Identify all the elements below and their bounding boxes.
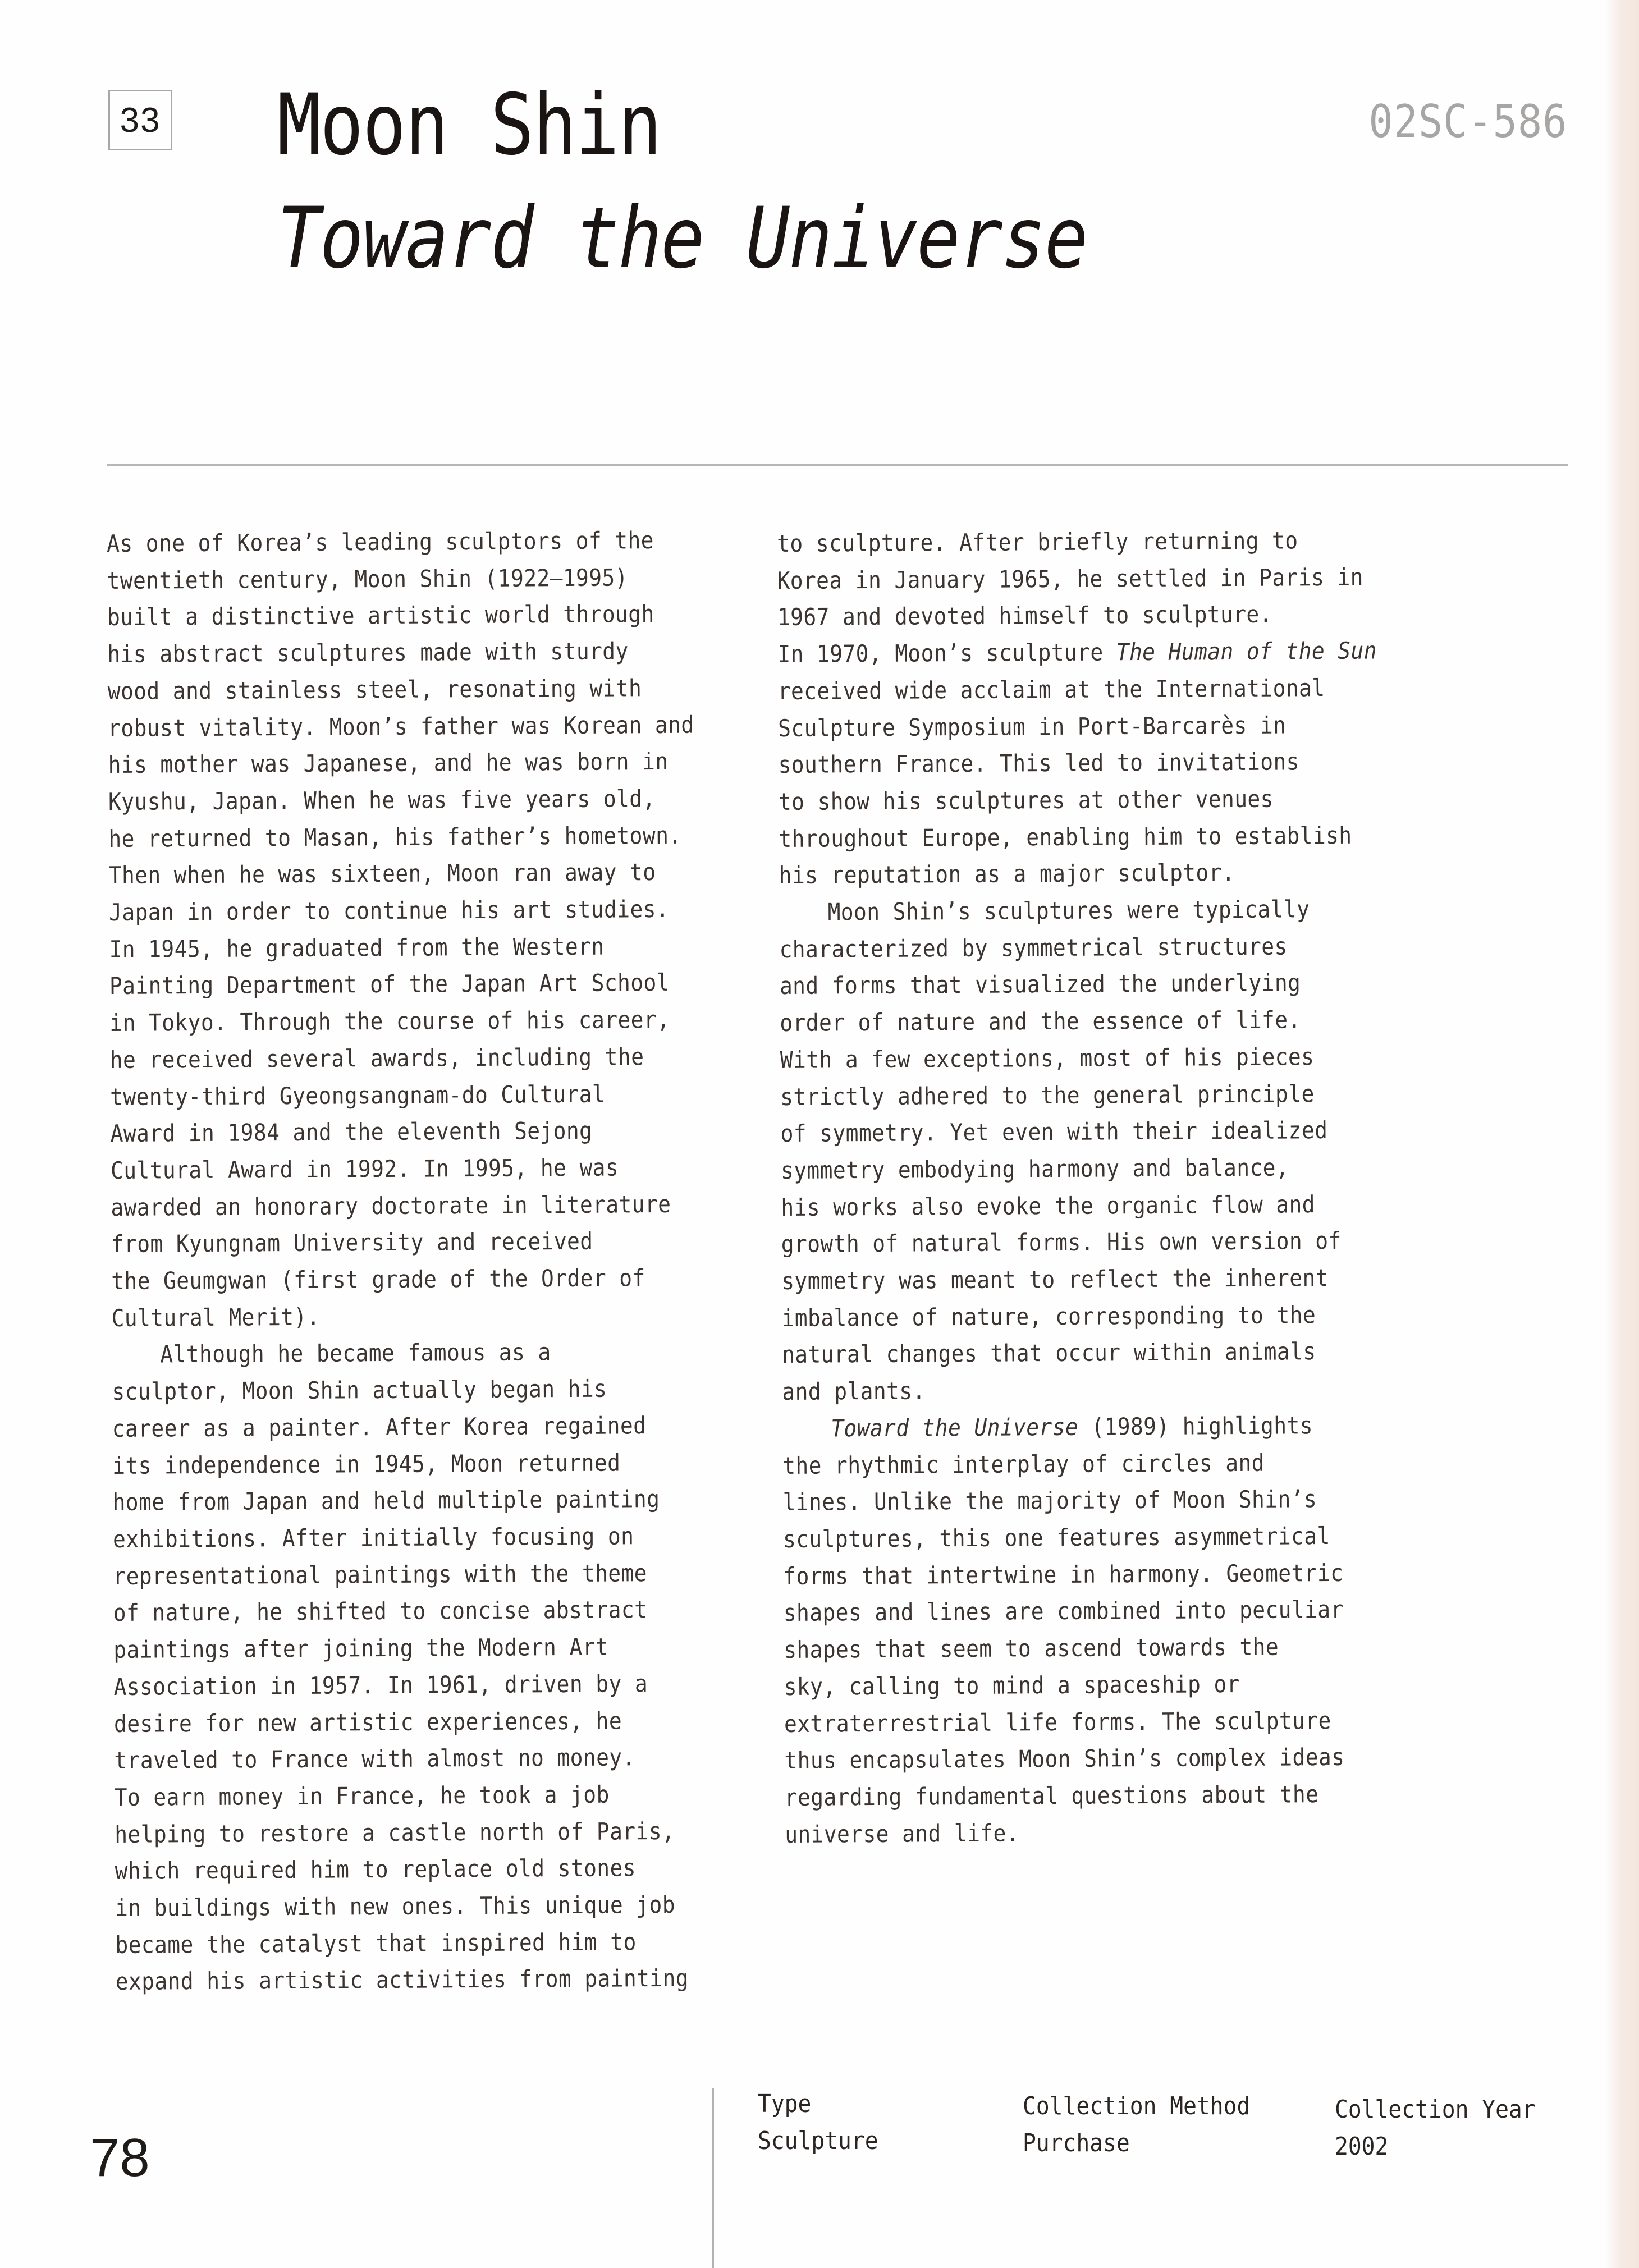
body-column-right xyxy=(777,521,1451,1853)
entry-number-box xyxy=(108,90,172,150)
entry-number: 33 xyxy=(120,100,161,140)
text-line: his abstract sculptures made with sturdy xyxy=(107,637,629,668)
text-line: to show his sculptures at other venues xyxy=(778,785,1274,815)
text-line: Cultural Award in 1992. In 1995, he was xyxy=(110,1153,619,1184)
text-line: he returned to Masan, his father’s hometown. xyxy=(108,821,682,853)
text-line: Japan in order to continue his art studies. xyxy=(109,895,670,927)
text-line: throughout Europe, enabling him to establish xyxy=(779,821,1352,853)
text-line: expand his artistic activities from painting xyxy=(115,1964,689,1996)
text-line: the Geumgwan (first grade of the Order of xyxy=(111,1264,645,1295)
text-segment: In 1970, Moon’s sculpture xyxy=(777,638,1116,668)
text-line: symmetry was meant to reflect the inherent xyxy=(781,1264,1329,1295)
meta-type xyxy=(758,2086,891,2160)
text-line: order of nature and the essence of life. xyxy=(780,1006,1301,1037)
text-line xyxy=(777,633,1377,673)
text-line: traveled to France with almost no money. xyxy=(114,1743,635,1775)
text-line: natural changes that occur within animals xyxy=(781,1337,1316,1369)
text-line: in Tokyo. Through the course of his career, xyxy=(109,1006,670,1037)
text-line: desire for new artistic experiences, he xyxy=(113,1706,622,1738)
text-line: Kyushu, Japan. When he was five years old, xyxy=(108,784,656,815)
text-line: forms that intertwine in harmony. Geometric xyxy=(783,1559,1344,1590)
italic-artwork-title: Toward the Universe xyxy=(831,1413,1079,1442)
meta-collection-year xyxy=(1335,2091,1558,2165)
header-divider xyxy=(107,464,1568,466)
text-line: built a distinctive artistic world through xyxy=(107,600,654,631)
text-line: twenty-third Gyeongsangnam-do Cultural xyxy=(110,1080,606,1111)
text-line: Cultural Merit). xyxy=(111,1303,321,1332)
text-line: shapes that seem to ascend towards the xyxy=(784,1633,1279,1664)
text-line: in buildings with new ones. This unique job xyxy=(115,1890,676,1922)
text-line xyxy=(782,1406,1382,1447)
text-line: he received several awards, including the xyxy=(109,1043,644,1074)
text-line: the rhythmic interplay of circles and xyxy=(782,1449,1265,1479)
meta-collection-year-label: Collection Year xyxy=(1335,2095,1536,2124)
page-number: 78 xyxy=(90,2128,150,2188)
meta-collection-method-label: Collection Method xyxy=(1023,2092,1251,2120)
text-line: Although he became famous as a xyxy=(160,1338,551,1368)
text-line: his mother was Japanese, and he was born in xyxy=(108,748,669,779)
meta-collection-method-value: Purchase xyxy=(1023,2129,1130,2157)
text-line: sculptor, Moon Shin actually began his xyxy=(112,1374,607,1406)
text-line: paintings after joining the Modern Art xyxy=(113,1633,609,1664)
text-line: extraterrestrial life forms. The sculpture xyxy=(784,1706,1331,1738)
text-line: In 1945, he graduated from the Western xyxy=(109,932,605,963)
text-line: twentieth century, Moon Shin (1922–1995) xyxy=(107,563,629,594)
text-line: and plants. xyxy=(782,1377,926,1406)
italic-artwork-title: The Human of the Sun xyxy=(1116,636,1377,666)
text-line: became the catalyst that inspired him to xyxy=(115,1928,637,1959)
text-line: thus encapsulates Moon Shin’s complex ideas xyxy=(784,1743,1345,1775)
text-line: lines. Unlike the majority of Moon Shin’s xyxy=(782,1485,1317,1516)
meta-type-value: Sculpture xyxy=(758,2127,878,2155)
text-line: growth of natural forms. His own version of xyxy=(781,1227,1342,1258)
text-line: wood and stainless steel, resonating with xyxy=(107,673,642,705)
text-line: his reputation as a major sculptor. xyxy=(779,859,1235,890)
artist-name: Moon Shin xyxy=(277,76,661,174)
text-line: and forms that visualized the underlying xyxy=(779,969,1301,1000)
catalog-code: 02SC-586 xyxy=(1368,95,1567,148)
text-line: shapes and lines are combined into peculiar xyxy=(783,1596,1344,1627)
text-line: of nature, he shifted to concise abstract xyxy=(113,1596,648,1627)
text-line: his works also evoke the organic flow and xyxy=(781,1190,1316,1221)
text-line: To earn money in France, he took a job xyxy=(114,1780,610,1811)
meta-type-label: Type xyxy=(758,2090,812,2118)
text-segment: (1989) highlights xyxy=(1078,1412,1313,1441)
text-line: Painting Department of the Japan Art School xyxy=(109,969,670,1000)
page-binding-shadow xyxy=(1605,0,1639,2268)
text-line: representational paintings with the theme xyxy=(113,1559,648,1590)
text-line: Then when he was sixteen, Moon ran away to xyxy=(108,858,656,890)
text-line: imbalance of nature, corresponding to the xyxy=(781,1300,1316,1332)
text-line: from Kyungnam University and received xyxy=(111,1227,593,1258)
meta-collection-method xyxy=(1023,2088,1275,2162)
text-line: to sculpture. After briefly returning to xyxy=(777,526,1298,557)
text-line: received wide acclaim at the International xyxy=(777,673,1325,705)
text-line: which required him to replace old stones xyxy=(115,1854,637,1885)
text-line: With a few exceptions, most of his pieces xyxy=(780,1043,1315,1074)
text-line: southern France. This led to invitations xyxy=(778,748,1300,779)
text-line: 1967 and devoted himself to sculpture. xyxy=(777,601,1273,631)
text-line: symmetry embodying harmony and balance, xyxy=(780,1153,1289,1184)
text-line: Moon Shin’s sculptures were typically xyxy=(827,895,1310,926)
text-line: its independence in 1945, Moon returned xyxy=(112,1449,621,1479)
footer-divider xyxy=(712,2088,714,2268)
text-line: universe and life. xyxy=(785,1819,1020,1848)
text-line: regarding fundamental questions about the xyxy=(784,1780,1319,1811)
text-line: characterized by symmetrical structures xyxy=(779,932,1288,963)
text-line: awarded an honorary doctorate in literature xyxy=(111,1190,671,1221)
text-line: of symmetry. Yet even with their idealized xyxy=(780,1116,1328,1148)
text-line: Award in 1984 and the eleventh Sejong xyxy=(110,1116,593,1148)
text-line: home from Japan and held multiple painting xyxy=(112,1485,660,1516)
artwork-title: Toward the Universe xyxy=(277,190,1087,287)
text-line: As one of Korea’s leading sculptors of the xyxy=(107,526,654,557)
text-line: exhibitions. After initially focusing on xyxy=(112,1522,634,1553)
meta-collection-year-value: 2002 xyxy=(1335,2132,1389,2161)
text-line: Korea in January 1965, he settled in Paris in xyxy=(777,563,1364,594)
text-line: helping to restore a castle north of Paris, xyxy=(115,1817,675,1848)
text-line: sky, calling to mind a spaceship or xyxy=(784,1670,1240,1701)
text-line: robust vitality. Moon’s father was Korean and xyxy=(108,711,694,742)
text-line: strictly adhered to the general principle xyxy=(780,1079,1315,1111)
text-line: career as a painter. After Korea regained xyxy=(112,1412,647,1442)
body-column-left xyxy=(107,521,767,2000)
text-line: Sculpture Symposium in Port-Barcarès in xyxy=(778,711,1287,742)
text-line: sculptures, this one features asymmetrical xyxy=(782,1522,1330,1553)
text-line: Association in 1957. In 1961, driven by a xyxy=(113,1669,648,1701)
